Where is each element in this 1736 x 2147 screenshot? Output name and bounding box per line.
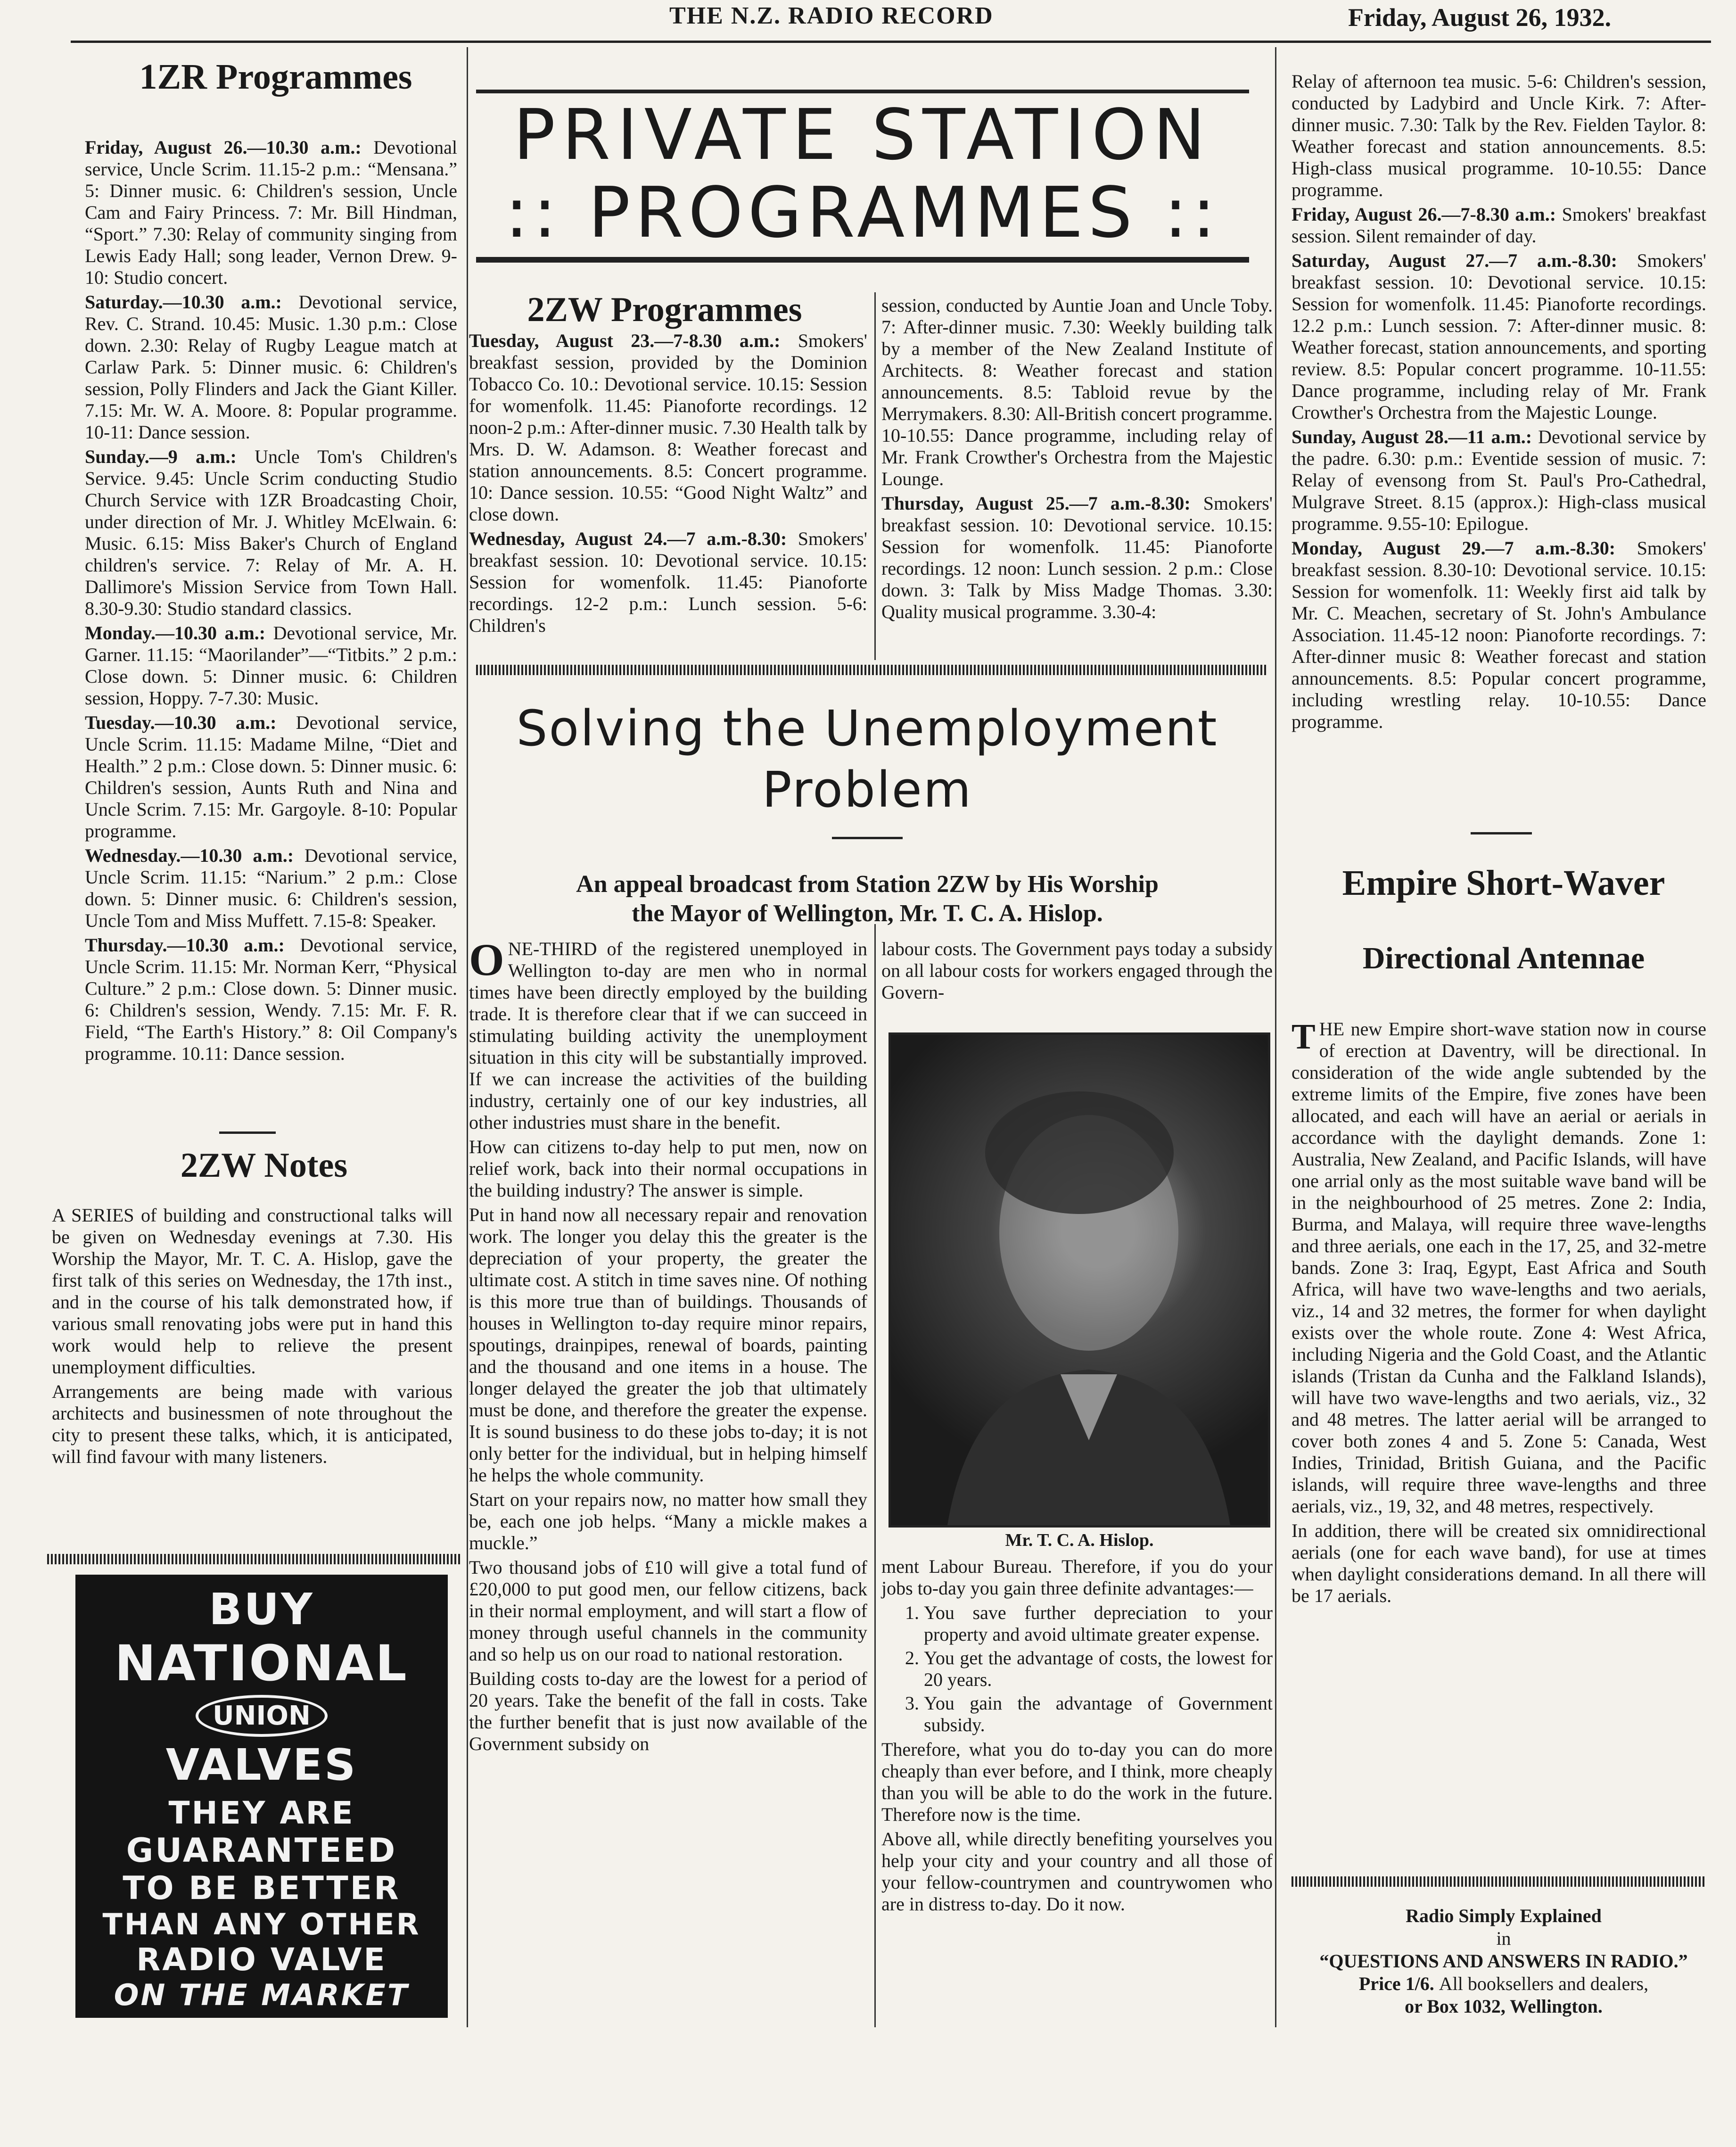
ad-line: THEY ARE [168, 1795, 355, 1831]
notice-line: in [1496, 1928, 1511, 1949]
entry-day: Friday, August 26.—7-8.30 a.m.: [1292, 204, 1556, 225]
entry-day: Saturday, August 27.—7 a.m.-8.30: [1292, 250, 1617, 271]
section-heading-2zw-notes: 2ZW Notes [180, 1146, 348, 1185]
ad-line: VALVES [165, 1740, 358, 1790]
subheadline-line1: An appeal broadcast from Station 2ZW by His Worship [576, 871, 1159, 898]
2zw-programme-col3 [1292, 71, 1706, 735]
union-valves-advertisement [75, 1575, 448, 2018]
banner-top-rule [476, 90, 1249, 93]
entry-day: Monday.—10.30 a.m.: [85, 622, 266, 644]
subheadline-line2: the Mayor of Wellington, Mr. T. C. A. Hislop. [632, 900, 1103, 927]
notice-border [1292, 1876, 1706, 1887]
entry-text: Smokers' breakfast session. 10: Devotional service. 10.15: Session for womenfolk. 11.45: Pianoforte recordings. 12-2 p.m.: Lunch session. 5-6: Children's [469, 528, 867, 636]
entry-text: Devotional service, Uncle Scrim. 11.15-2 p.m.: “Mensana.” 5: Dinner music. 6: Children's session, Uncle Cam and Fairy Princess. 7: Mr. Bill Hindman, “Sport.” 7.30: Relay of community singing from Lewis Eady Hall; song leader, Vernon Drew. 9-10: Studio concert. [85, 137, 457, 288]
2zw-notes-body [52, 1205, 453, 1470]
list-item [85, 446, 457, 619]
list-item [881, 295, 1273, 490]
paragraph: Arrangements are being made with various architects and businessmen of note throughout the city to present these talks, which, it is anticipated, will find favour with many listeners. [52, 1381, 453, 1467]
list-item: 3. You gain the advantage of Government subsidy. [924, 1693, 1273, 1736]
list-item [85, 712, 457, 842]
article-subheadline [518, 870, 1216, 928]
list-item [85, 622, 457, 709]
section-heading-empire: Empire Short-Waver [1342, 863, 1665, 903]
masthead-title: THE N.Z. RADIO RECORD [669, 2, 994, 29]
entry-day: Sunday.—9 a.m.: [85, 446, 237, 467]
list-item [1292, 426, 1706, 535]
entry-text: Smokers' breakfast session, provided by the Dominion Tobacco Co. 10.: Devotional service. 10.15: Session for womenfolk. 11.45: Pianoforte recordings. 12 noon-2 p.m.: After-dinner music. 7.30 Health talk by Mrs. D. W. Adamson. 8: Weather forecast and station announcements. 8.5: Concert programme. 10: Dance session. 10.55: “Good Night Waltz” and close down. [469, 330, 868, 525]
entry-day: Monday, August 29.—7 a.m.-8.30: [1292, 537, 1616, 559]
column-divider [467, 47, 468, 2027]
entry-day: Thursday.—10.30 a.m.: [85, 934, 285, 956]
headline-divider [832, 837, 903, 839]
notice-line: Radio Simply Explained [1406, 1905, 1602, 1926]
ad-line: TO BE BETTER [123, 1870, 401, 1907]
entry-text: Devotional service, Rev. C. Strand. 10.45: Music. 1.30 p.m.: Close down. 2.30: Relay of Rugby League match at Carlaw Park. 5: Dinner music. 6: Children's session, Polly Flinders and Jack the Giant Killer. 7.15: Mr. W. A. Moore. 8: Popular programme. 10-11: Dance session. [85, 291, 458, 443]
list-item [881, 493, 1273, 623]
paragraph [1292, 1018, 1706, 1517]
article-headline [481, 698, 1254, 820]
headline-line2: Problem [762, 761, 973, 818]
list-item [469, 330, 867, 525]
ad-line: RADIO VALVE [136, 1941, 387, 1978]
1zr-programme-list [85, 137, 457, 1067]
list-item [1292, 71, 1706, 201]
list-item: 1. You save further depreciation to your property and avoid ultimate greater expense. [924, 1602, 1273, 1645]
paragraph: Therefore, what you do to-day you can do more cheaply than ever before, and I think, more cheaply than you will be able to do the work in the future. Therefore now is the time. [881, 1739, 1273, 1825]
list-item [85, 934, 457, 1065]
entry-day: Friday, August 26.—10.30 a.m.: [85, 137, 362, 158]
section-divider [1471, 832, 1532, 834]
notice-line [1292, 1973, 1716, 1995]
entry-text: Devotional service, Mr. Garner. 11.15: “Maorilander”—“Titbits.” 2 p.m.: Close down. 5: Dinner music. 6: Children session, Hoppy. 7-7.30: Music. [85, 622, 457, 709]
masthead-date: Friday, August 26, 1932. [1348, 3, 1612, 32]
paragraph [469, 938, 867, 1133]
notice-title: “QUESTIONS AND ANSWERS IN RADIO.” [1319, 1950, 1688, 1972]
entry-day: Saturday.—10.30 a.m.: [85, 291, 282, 313]
column-divider [1275, 47, 1276, 2027]
section-divider [219, 1131, 276, 1134]
paragraph: How can citizens to-day help to put men, now on relief work, back into their normal occupations in the building industry? The answer is simple. [469, 1136, 867, 1201]
entry-day: Tuesday, August 23.—7-8.30 a.m.: [469, 330, 781, 351]
empire-article-body [1292, 1018, 1706, 1610]
masthead-rule [71, 41, 1711, 43]
section-heading-2zw-programmes: 2ZW Programmes [527, 290, 802, 329]
column-divider [874, 292, 876, 660]
entry-text: Devotional service by the padre. 6.30: p.m.: Eventide session of music. 7: Relay of evensong from St. Paul's Pro-Cathedral, Mulgrave Street. 8.15 (approx.): High-class musical programme. 9.55-10: Epilogue. [1292, 426, 1706, 534]
section-subheading-antennae: Directional Antennae [1362, 941, 1645, 975]
2zw-programme-col1 [469, 330, 867, 639]
list-item [85, 137, 457, 289]
entry-text: Smokers' breakfast session. 10: Devotional service. 10.15: Session for womenfolk. 11.45: Pianoforte recordings. 12 noon: Lunch session. 2 p.m.: Close down. 3: Talk by Miss Madge Thomas. 3.30: Quality musical programme. 3.30-4: [881, 493, 1273, 622]
ad-line: GUARANTEED [126, 1831, 397, 1870]
list-item [85, 845, 457, 932]
column-divider [874, 924, 876, 2027]
banner-title-line1: PRIVATE STATION [513, 94, 1212, 175]
entry-text: Smokers' breakfast session. 8.30-10: Devotional service. 10.15: Session for womenfolk. 11: Weekly first aid talk by Mr. C. Meachen, secretary of St. John's Ambulance Association. 11.45-12 noon: Pianoforte recordings. 7: After-dinner music 8: Weather forecast and station announcements. 8.5: Popular concert programme, including wrestling relay. 10-10.55: Dance programme. [1292, 537, 1707, 732]
photo-caption: Mr. T. C. A. Hislop. [1005, 1530, 1154, 1550]
banner-title-line2: :: PROGRAMMES :: [505, 172, 1220, 253]
article-column-1 [469, 938, 867, 2023]
ad-line: ON THE MARKET [114, 1978, 410, 2012]
entry-text: Devotional service, Uncle Scrim. 11.15: “Narium.” 2 p.m.: Close down. 5: Dinner music. 6: Children's session, Uncle Tom and Miss Muffett. 7.15-8: Speaker. [85, 845, 457, 931]
entry-text: Uncle Tom's Children's Service. 9.45: Uncle Scrim conducting Studio Church Service with 1ZR Broadcasting Choir, under direction of Mr. J. Whitley McElwain. 6: Music. 6.15: Miss Baker's Church of England children's service. 7: Relay of Mr. A. H. Dallimore's Mission Service from Town Hall. 8.30-9.30: Studio standard classics. [85, 446, 457, 619]
drop-cap: T [1292, 1017, 1316, 1057]
entry-text: Devotional service, Uncle Scrim. 11.15: Mr. Norman Kerr, “Physical Culture.” 2 p.m.: Close down. 5: Dinner music. 6: Children's session, Wendy. 7.15: Mr. F. R. Field, “The Earth's History.” 8: Oil Company's programme. 10.11: Dance session. [85, 934, 457, 1064]
ad-line: BUY [209, 1584, 314, 1635]
list-item [469, 528, 867, 636]
paragraph: Two thousand jobs of £10 will give a total fund of £20,000 to put good men, our fellow citizens, back in their normal employment, and will start a flow of money through useful channels in the community and so help us on our road to national restoration. [469, 1557, 867, 1665]
paragraph: labour costs. The Government pays today a subsidy on all labour costs for workers engaged through the Govern- [881, 938, 1273, 1003]
entry-day: Sunday, August 28.—11 a.m.: [1292, 426, 1532, 447]
portrait-photo [889, 1032, 1270, 1528]
paragraph: A SERIES of building and constructional talks will be given on Wednesday evenings at 7.30. His Worship the Mayor, Mr. T. C. A. Hislop, gave the first talk of this series on Wednesday, the 17th inst., and in the course of his talk demonstrated how, if various small renovating jobs were put in hand this work would help to relieve the present unemployment difficulties. [52, 1205, 453, 1378]
advantages-list [881, 1602, 1273, 1736]
entry-day: Wednesday, August 24.—7 a.m.-8.30: [469, 528, 787, 549]
paragraph-text: HE new Empire short-wave station now in course of erection at Daventry, will be directional. In consideration of the wide angle subtended by the extreme limits of the Empire, five zones have been allocated, and each will have an aerial or aerials in accordance with the daylight demands. Zone 1: Australia, New Zealand, and Pacific Islands, will have one arrial only as the most suitable wave band will be in the neighbourhood of 25 metres. Zone 2: India, Burma, and Malaya, will require three wave-lengths and three aerials, one each in the 17, 25, and 32-metre bands. Zone 3: Iraq, Egypt, East Africa and South Africa, will have two wave-lengths and two aerials, viz., 14 and 32 metres, the former for when daylight exists over the whole route. Zone 4: West Africa, including Nigeria and the Gold Coast, and the Atlantic islands (Tristan da Cunha and the Falkland Islands), will have two wave-lengths and two aerials, viz., 32 and 48 metres. The latter aerial will be arranged to cover both zones 4 and 5. Zone 5: Canada, West Indies, Trinidad, British Guiana, and the Pacific islands, will require three wave-lengths and three aerials, viz., 19, 32, and 48 metres, respectively. [1292, 1018, 1706, 1517]
entry-day: Wednesday.—10.30 a.m.: [85, 845, 294, 866]
drop-cap: O [469, 938, 504, 985]
list-item [85, 291, 457, 443]
paragraph: Start on your repairs now, no matter how small they be, each one job helps. “Many a mickle makes a muckle.” [469, 1489, 867, 1553]
headline-line1: Solving the Unemployment [516, 700, 1218, 757]
paragraph-text: NE-THIRD of the registered unemployed in Wellington to-day are men who in normal times have been directly employed by the building trade. It is therefore clear that if we can succeed in stimulating building activity the unemployment situation in this city will be substantially improved. If we can increase the activities of the building industry, certainly one of our key industries, all other industries must share in the benefit. [469, 938, 867, 1133]
ad-line: NATIONAL [115, 1635, 409, 1692]
list-item [1292, 250, 1706, 423]
section-divider-hatched [476, 665, 1268, 675]
portrait-illustration [891, 1035, 1268, 1525]
list-item [1292, 537, 1706, 733]
entry-text: session, conducted by Auntie Joan and Uncle Toby. 7: After-dinner music. 7.30: Weekly building talk by a member of the New Zealand Institute of Architects. 8: Weather forecast and station announcements. 8.5: Tabloid revue by the Merrymakers. 8.30: All-British concert programme. 10-10.55: Dance programme, including relay of Mr. Frank Crowther's Orchestra from the Majestic Lounge. [881, 295, 1273, 489]
notice-line: or Box 1032, Wellington. [1405, 1996, 1603, 2017]
entry-text: Smokers' breakfast session. 10: Devotional service. 10.15: Session for womenfolk. 11.45: Pianoforte recordings. 12.2 p.m.: Lunch session. 7: After-dinner music. 8: Weather forecast, station announcements, and sporting review. 8.5: Popular concert programme. 10-11.55: Dance programme, including relay of Mr. Frank Crowther's Orchestra from the Majestic Lounge. [1292, 250, 1707, 423]
ad-border [47, 1554, 462, 1564]
article-column-2-bottom [881, 1556, 1273, 1918]
notice-price: Price 1/6. [1358, 1973, 1434, 1994]
section-heading-1zr: 1ZR Programmes [139, 57, 412, 97]
article-column-2-top [881, 938, 1273, 1006]
paragraph: In addition, there will be created six omnidirectional aerials (one for each wave band), for use at times when daylight considerations demand. In all there will be 17 aerials. [1292, 1520, 1706, 1606]
entry-text: Smokers' breakfast session. Silent remainder of day. [1292, 204, 1707, 247]
list-item: 2. You get the advantage of costs, the lowest for 20 years. [924, 1647, 1273, 1691]
paragraph: Above all, while directly benefiting yourselves you help your city and your country and all those of your fellow-countrymen and countrywomen who are in distress to-day. Do it now. [881, 1828, 1273, 1915]
2zw-programme-col2 [881, 295, 1273, 626]
entry-text: Devotional service, Uncle Scrim. 11.15: Madame Milne, “Diet and Health.” 2 p.m.: Close down. 5: Dinner music. 6: Children's session, Aunts Ruth and Nina and Uncle Scrim. 7.15: Mr. Gargoyle. 8-10: Popular programme. [85, 712, 457, 842]
list-item [1292, 204, 1706, 247]
paragraph: Building costs to-day are the lowest for a period of 20 years. Take the benefit of the fall in costs. Take the further benefit that is just now available of the Government subsidy on [469, 1668, 867, 1754]
paragraph: ment Labour Bureau. Therefore, if you do your jobs to-day you gain three definite advantages:— [881, 1556, 1273, 1599]
paragraph: Put in hand now all necessary repair and renovation work. The longer you delay this the greater is the depreciation of your property, the greater the ultimate cost. A stitch in time saves nine. Of nothing is this more true than of buildings. Thousands of houses in Wellington to-day require minor repairs, spoutings, drainpipes, renewal of boards, painting and the thousand and one items in a house. The longer delayed the greater the job that ultimately must be done, and therefore the greater the expense. It is sound business to do these jobs to-day; it is not only better for the individual, but in helping himself he helps the whole community. [469, 1204, 867, 1486]
banner-bottom-rule [476, 257, 1249, 263]
entry-day: Thursday, August 25.—7 a.m.-8.30: [881, 493, 1191, 514]
ad-line: THAN ANY OTHER [102, 1907, 421, 1941]
entry-text: Relay of afternoon tea music. 5-6: Children's session, conducted by Ladybird and Uncle Kirk. 7: After-dinner music. 7.30: Talk by the Rev. Fielden Taylor. 8: Weather forecast and station announcements. 8.5: High-class musical programme. 10-10.55: Dance programme. [1292, 71, 1706, 200]
book-notice [1292, 1905, 1716, 2018]
notice-dealers: All booksellers and dealers, [1439, 1973, 1649, 1994]
entry-day: Tuesday.—10.30 a.m.: [85, 712, 277, 733]
union-logo: UNION [196, 1695, 328, 1737]
